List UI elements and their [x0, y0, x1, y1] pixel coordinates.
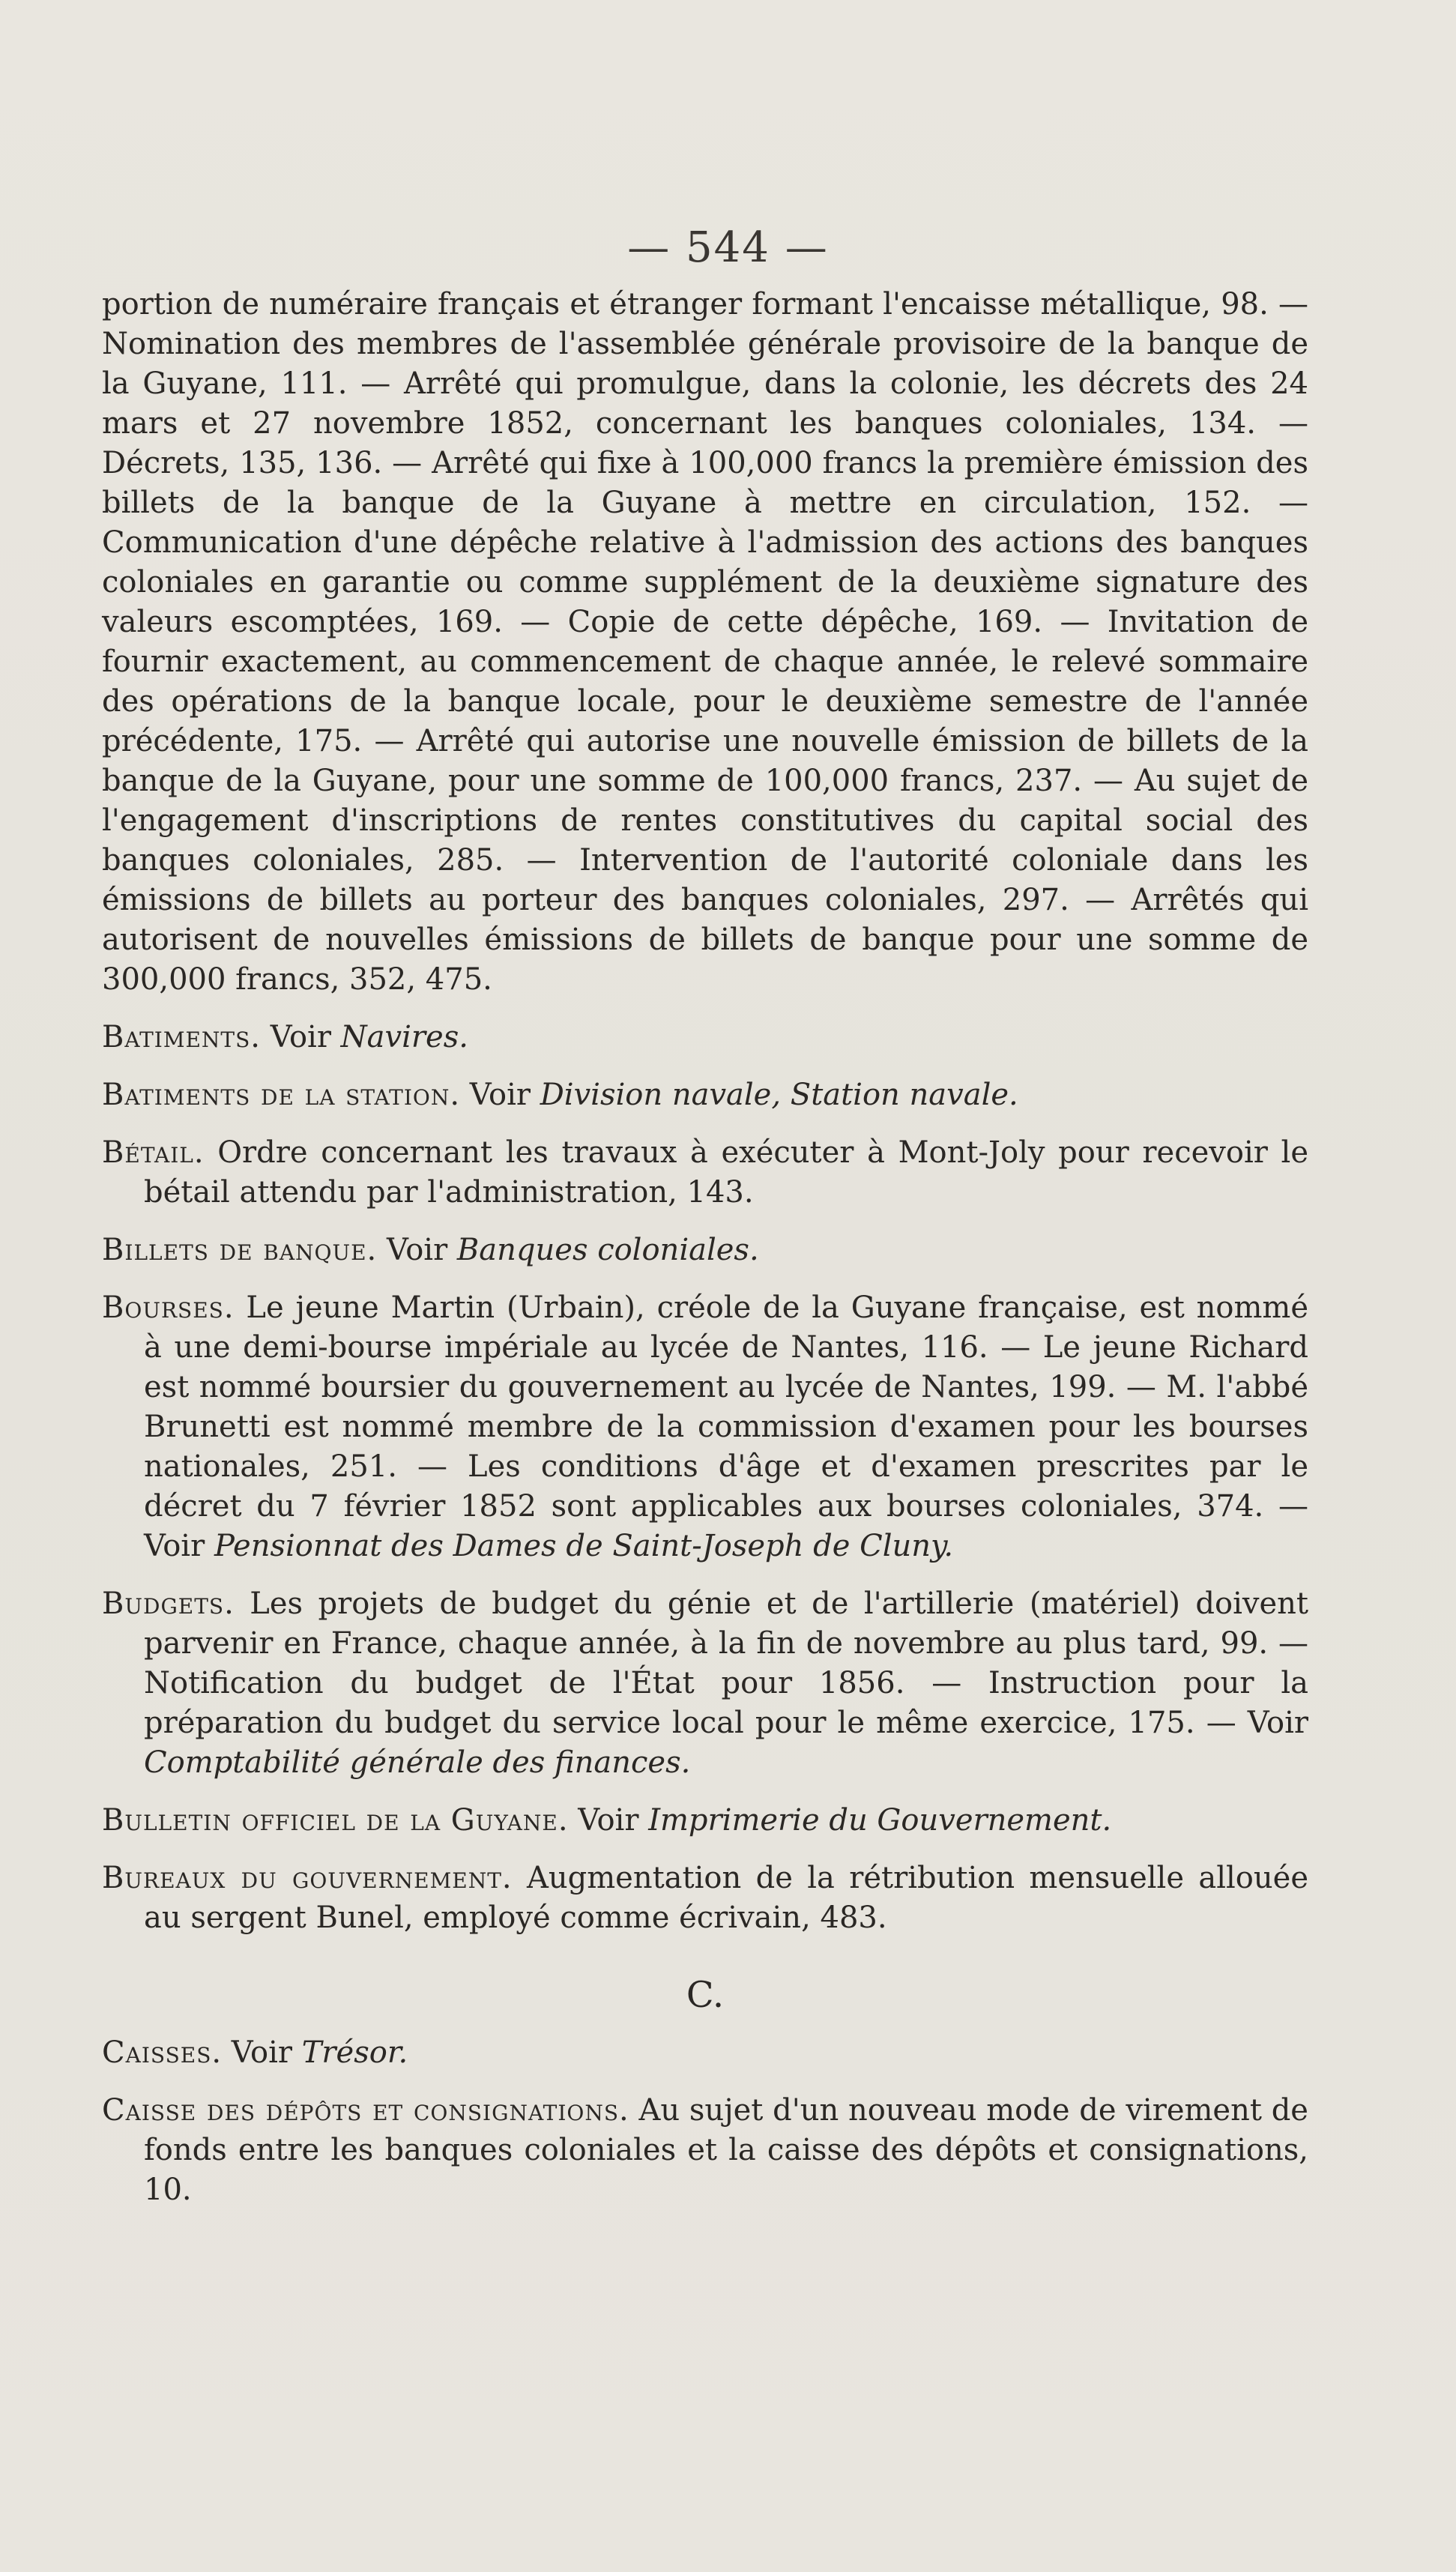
entry-heading: Batiments de la station.	[102, 1078, 461, 1112]
continued-entry: portion de numéraire français et étranger formant l'encaisse métallique, 98. —Nomination des membres de l'assemblée générale provisoire de la banque de la Guyane, 111. — Arrêté qui promulgue, dans la colonie, les décrets des 24 mars et 27 novembre 1852, concernant les banques coloniales, 134. — Décrets, 135, 136. — Arrêté qui fixe à 100,000 francs la première émission des billets de la banque de la Guyane à mettre en circulation, 152. — Communication d'une dépêche relative à l'admission des actions des banques coloniales en garantie ou comme supplément de la deuxième signature des valeurs escomptées, 169. — Copie de cette dépêche, 169. — Invitation de fournir exactement, au commencement de chaque année, le relevé sommaire des opérations de la banque locale, pour le deuxième semestre de l'année précédente, 175. — Arrêté qui autorise une nouvelle émission de billets de la banque de la Guyane, pour une somme de 100,000 francs, 237. — Au sujet de l'engagement d'inscriptions de rentes constitutives du capital social des banques coloniales, 285. — Intervention de l'autorité coloniale dans les émissions de billets au porteur des banques coloniales, 297. — Arrêtés qui autorisent de nouvelles émissions de billets de banque pour une somme de 300,000 francs, 352, 475.	[102, 287, 1308, 997]
index-entry-bulletin-officiel	[102, 1801, 1308, 1841]
index-entry-bourses	[102, 1288, 1308, 1566]
entry-text: Voir	[568, 1803, 649, 1838]
index-entry-budgets	[102, 1584, 1308, 1783]
entry-text: Voir	[222, 2035, 302, 2070]
page-number: — 544 —	[627, 223, 829, 272]
entry-heading: Caisse des dépôts et consignations.	[102, 2093, 629, 2128]
entry-crossref: Navires.	[340, 1020, 468, 1054]
entry-text: Ordre concernant les travaux à exécuter à Mont-Joly pour recevoir le bétail attendu par l'administration, 143.	[144, 1135, 1308, 1210]
entry-heading: Budgets.	[102, 1587, 235, 1621]
entry-heading: Billets de banque.	[102, 1233, 378, 1267]
entry-heading: Bureaux du gouvernement.	[102, 1861, 513, 1895]
entry-text: Augmentation de la rétribution mensuelle allouée au sergent Bunel, employé comme écrivain, 483.	[144, 1861, 1308, 1935]
index-entry-billets-banque	[102, 1231, 1308, 1270]
entry-crossref: Imprimerie du Gouvernement.	[648, 1803, 1112, 1838]
index-entry-caisses	[102, 2033, 1308, 2073]
entry-crossref: Banques coloniales.	[456, 1233, 759, 1267]
entry-text: Voir	[377, 1233, 457, 1267]
entry-text: Au sujet d'un nouveau mode de virement de fonds entre les banques coloniales et la caisse des dépôts et consignations, 10.	[144, 2093, 1308, 2207]
index-entry-batiments	[102, 1018, 1308, 1057]
entry-text: Le jeune Martin (Urbain), créole de la Guyane française, est nommé à une demi-bourse impériale au lycée de Nantes, 116. — Le jeune Richard est nommé boursier du gouvernement au lycée de Nantes, 199. — M. l'abbé Brunetti est nommé membre de la commission d'examen pour les bourses nationales, 251. — Les conditions d'âge et d'examen prescrites par le décret du 7 février 1852 sont applicables aux bourses coloniales, 374. — Voir	[144, 1290, 1308, 1563]
entry-crossref: Comptabilité générale des finances.	[144, 1745, 691, 1780]
entry-heading: Bétail.	[102, 1135, 205, 1170]
entry-text: Voir	[460, 1078, 540, 1112]
entry-text: Les projets de budget du génie et de l'artillerie (matériel) doivent parvenir en France, chaque année, à la fin de novembre au plus tard, 99. — Notification du budget de l'État pour 1856. — Instruction pour la préparation du budget du service local pour le même exercice, 175. — Voir	[144, 1587, 1308, 1740]
index-entry-betail	[102, 1133, 1308, 1213]
entry-text: Voir	[261, 1020, 341, 1054]
index-entry-batiments-station	[102, 1075, 1308, 1115]
index-content	[102, 285, 1308, 2228]
entry-heading: Caisses.	[102, 2035, 223, 2070]
entry-heading: Bourses.	[102, 1290, 235, 1325]
index-entry-caisse-depots	[102, 2091, 1308, 2210]
entry-heading: Batiments.	[102, 1020, 262, 1054]
entry-crossref: Division navale, Station navale.	[540, 1078, 1018, 1112]
entry-heading: Bulletin officiel de la Guyane.	[102, 1803, 569, 1838]
entries-c	[102, 2033, 1308, 2210]
entry-crossref: Trésor.	[301, 2035, 408, 2070]
entries-b	[102, 1018, 1308, 1938]
entry-crossref: Pensionnat des Dames de Saint-Joseph de Cluny.	[214, 1529, 954, 1563]
index-entry-bureaux-gouvernement	[102, 1859, 1308, 1938]
section-letter-c: C.	[686, 1974, 725, 2016]
